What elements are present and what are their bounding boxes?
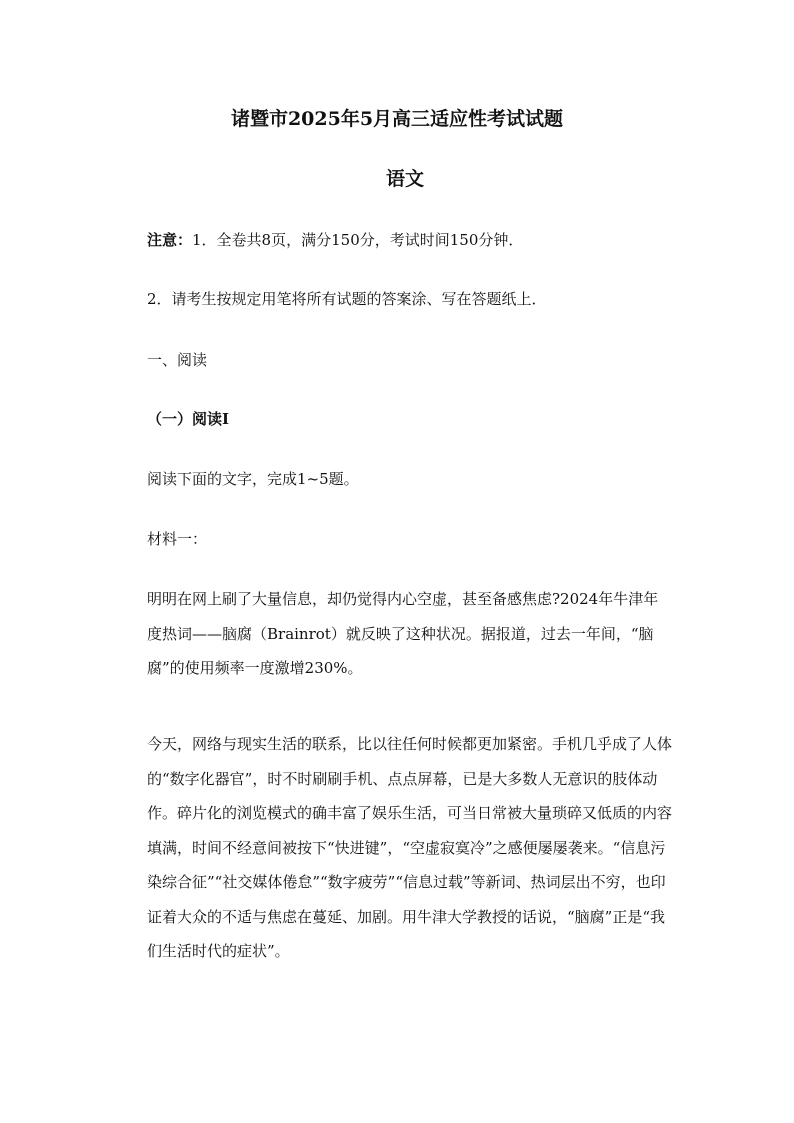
- exam-title: 诸暨市2025年5月高三适应性考试试题: [230, 108, 564, 130]
- paragraph-1-text: 明明在网上刷了大量信息，却仍觉得内心空虚，甚至备感焦虑?2024年牛津年度热词——脑腐（Brainrot）就反映了这种状况。据报道，过去一年间，“脑腐”的使用频率一度激增230%。: [147, 590, 659, 677]
- note-label: 注意：: [147, 231, 193, 249]
- paragraph-2: [147, 727, 672, 969]
- paragraph-2-text: 今天，网络与现实生活的联系，比以往任何时候都更加紧密。手机几乎成了人体的“数字化器官”，时不时刷刷手机、点点屏幕，已是大多数人无意识的肢体动作。碎片化的浏览模式的确丰富了娱乐生活，可当日常被大量琐碎又低质的内容填满，时间不经意间被按下“快进键”，“空虚寂寞冷”之感便屡屡袭来。“信息污染综合征”“社交媒体倦怠”“数字疲劳”“信息过载”等新词、热词层出不穷，也印证着大众的不适与焦虑在蔓延、加剧。用牛津大学教授的话说，“脑腐”正是“我们生活时代的症状”。: [147, 735, 673, 960]
- note-line-1: [147, 229, 523, 250]
- note-line-2: 2．请考生按规定用笔将所有试题的答案涂、写在答题纸上．: [147, 290, 547, 308]
- sub-section-heading: （一）阅读Ⅰ: [147, 410, 230, 428]
- paragraph-1: [147, 582, 672, 686]
- note-1-text: 1．全卷共8页，满分150分，考试时间150分钟．: [192, 231, 524, 249]
- instruction-text: 阅读下面的文字，完成1~5题。: [147, 470, 359, 488]
- material-label: 材料一：: [147, 530, 208, 548]
- section-heading: 一、阅读: [147, 351, 208, 369]
- subject-title: 语文: [386, 168, 425, 190]
